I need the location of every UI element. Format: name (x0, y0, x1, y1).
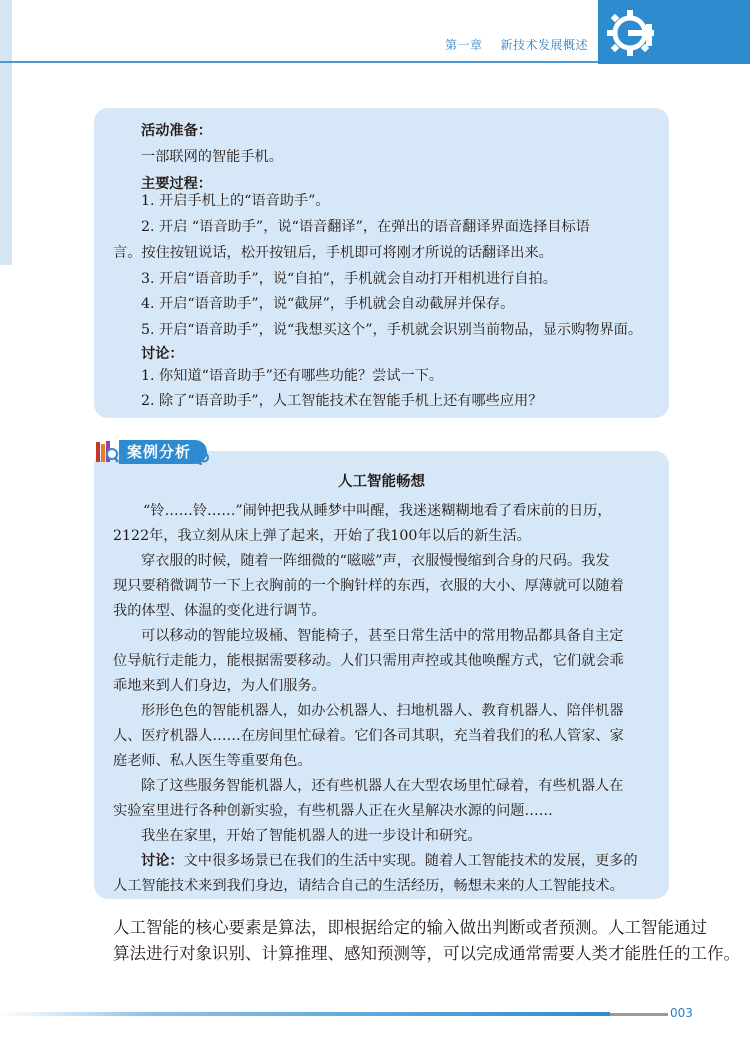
body-paragraph-line-2: 算法进行对象识别、计算推理、感知预测等，可以完成通常需要人类才能胜任的工作。 (113, 944, 740, 963)
swirl-icon (193, 449, 211, 467)
case-line: 除了这些服务智能机器人，还有些机器人在大型农场里忙碌着，有些机器人在 (141, 778, 624, 794)
case-discussion-label: 讨论： (141, 853, 184, 869)
step-2: 2. 开启 “语音助手”，说“语音翻译”，在弹出的语音翻译界面选择目标语 (141, 219, 590, 235)
prep-heading: 活动准备： (141, 123, 212, 139)
step-5: 5. 开启“语音助手”，说“我想买这个”，手机就会识别当前物品，显示购物界面。 (141, 322, 643, 338)
discussion-heading: 讨论： (141, 346, 184, 362)
running-header (445, 36, 588, 53)
step-1: 1. 开启手机上的“语音助手”。 (141, 193, 330, 209)
left-margin-strip (0, 0, 12, 265)
chapter-number: 第一章 (444, 38, 483, 52)
case-line: 形形色色的智能机器人，如办公机器人、扫地机器人、教育机器人、陪伴机器 (141, 703, 624, 719)
body-paragraph-line-1: 人工智能的核心要素是算法，即根据给定的输入做出判断或者预测。人工智能通过 (113, 918, 707, 937)
case-discussion (141, 850, 638, 870)
case-line: 穿衣服的时候，随着一阵细微的“嗞嗞”声，衣服慢慢缩到合身的尺码。我发 (141, 553, 610, 569)
question-2: 2. 除了“语音助手”，人工智能技术在智能手机上还有哪些应用？ (141, 393, 543, 409)
case-line: 乖地来到人们身边，为人们服务。 (113, 678, 326, 694)
header-block (598, 0, 750, 64)
case-line: 位导航行走能力，能根据需要移动。人们只需用声控或其他唤醒方式，它们就会乖 (113, 653, 624, 669)
case-line: 2122年，我立刻从床上弹了起来，开始了我100年以后的新生活。 (113, 528, 531, 544)
page-number: 003 (670, 1006, 693, 1020)
case-line: 我坐在家里，开始了智能机器人的进一步设计和研究。 (141, 828, 482, 844)
header-rule (0, 61, 598, 63)
case-label-text: 案例分析 (119, 440, 207, 464)
case-line: 我的体型、体温的变化进行调节。 (113, 603, 326, 619)
case-line: 人、医疗机器人……在房间里忙碌着。它们各司其职，充当着我们的私人管家、家 (113, 728, 624, 744)
books-magnifier-icon (95, 439, 119, 465)
chapter-title: 新技术发展概述 (500, 38, 588, 52)
gear-icon (606, 6, 658, 58)
case-discussion-cont: 人工智能技术来到我们身边，请结合自己的生活经历，畅想未来的人工智能技术。 (113, 878, 624, 894)
case-line: 实验室里进行各种创新实验，有些机器人正在火星解决水源的问题…… (113, 803, 553, 819)
case-line: “铃……铃……”闹钟把我从睡梦中叫醒，我迷迷糊糊地看了看床前的日历， (143, 503, 612, 519)
case-title: 人工智能畅想 (338, 474, 425, 490)
step-4: 4. 开启“语音助手”，说“截屏”，手机就会自动截屏并保存。 (141, 296, 515, 312)
step-2-cont: 言。按住按钮说话，松开按钮后，手机即可将刚才所说的话翻译出来。 (113, 245, 553, 261)
process-heading: 主要过程： (141, 176, 212, 192)
case-line: 可以移动的智能垃圾桶、智能椅子，甚至日常生活中的常用物品都具备自主定 (141, 628, 624, 644)
case-line: 庭老师、私人医生等重要角色。 (113, 753, 312, 769)
footer-rule (0, 1012, 610, 1016)
prep-text: 一部联网的智能手机。 (141, 149, 283, 165)
step-3: 3. 开启“语音助手”，说“自拍”，手机就会自动打开相机进行自拍。 (141, 271, 557, 287)
case-label (95, 438, 207, 466)
question-1: 1. 你知道“语音助手”还有哪些功能？尝试一下。 (141, 368, 444, 384)
case-discussion-text: 文中很多场景已在我们的生活中实现。随着人工智能技术的发展，更多的 (183, 853, 638, 869)
footer-marker (610, 1013, 668, 1016)
case-line: 现只要稍微调节一下上衣胸前的一个胸针样的东西，衣服的大小、厚薄就可以随着 (113, 578, 624, 594)
